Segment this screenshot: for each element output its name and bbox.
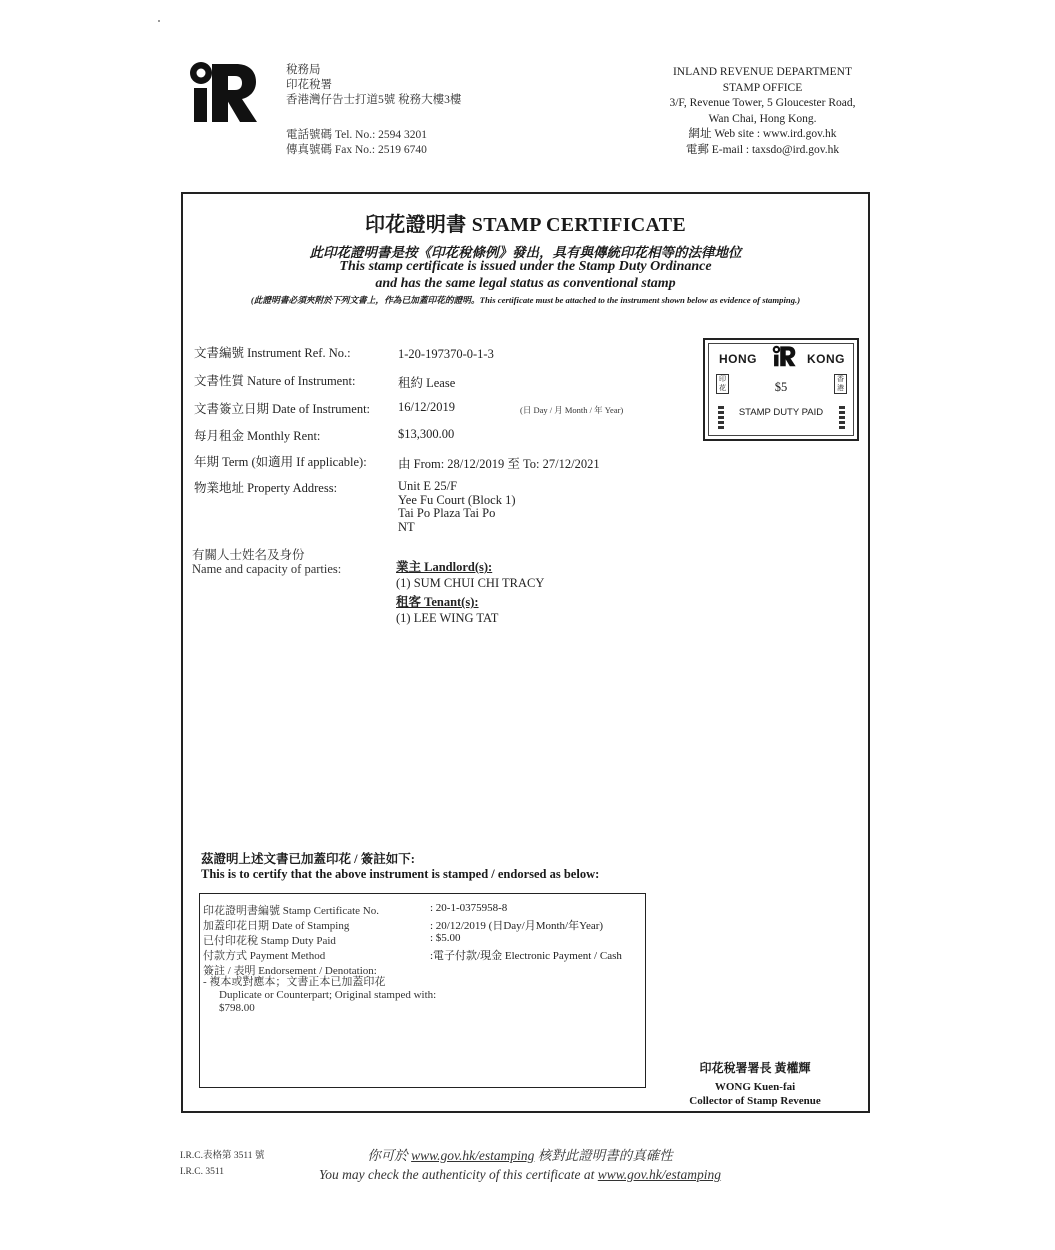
form-number (180, 1148, 264, 1180)
header-cn-line1: 稅務局 (286, 64, 321, 76)
landlord-1: (1) SUM CHUI CHI TRACY (396, 576, 545, 590)
ref-label: 文書編號 Instrument Ref. No.: (194, 346, 351, 360)
landlord-heading: 業主 Landlord(s): (396, 560, 493, 574)
attachment-notice: (此證明書必須夾附於下列文書上，作為已加蓋印花的證明。This certificate must be attached to the instrument shown below as evidence of stamping.) (250, 295, 801, 305)
collector-signature (670, 1061, 840, 1108)
payment-method-value: :電子付款/現金 Electronic Payment / Cash (430, 950, 622, 962)
payment-method-label: 付款方式 Payment Method (203, 950, 326, 962)
ird-logo (188, 60, 258, 124)
parties-label (192, 548, 341, 576)
tenant-heading: 租客 Tenant(s): (396, 595, 479, 609)
estamping-link-en[interactable]: www.gov.hk/estamping (597, 1167, 722, 1182)
property-address (398, 480, 515, 534)
certify-cn: 茲證明上述文書已加蓋印花 / 簽註如下: (201, 852, 415, 866)
authenticity-en-pre: You may check the authenticity of this certificate at (318, 1167, 598, 1182)
stamp-amount: $5 (774, 380, 788, 394)
stamp-chain-right-icon (839, 406, 845, 430)
header-cn-address (286, 63, 461, 108)
nature-label: 文書性質 Nature of Instrument: (194, 374, 356, 388)
subtitle-cn: 此印花證明書是按《印花稅條例》發出，具有與傳統印花相等的法律地位 (309, 245, 742, 260)
stamp-tag-right: 香港 (834, 374, 847, 394)
term-value: 由 From: 28/12/2019 至 To: 27/12/2021 (398, 457, 600, 471)
endorsement-text (203, 976, 436, 1015)
stamp-hong: HONG (719, 352, 757, 366)
stamp-inner-border (708, 343, 854, 436)
header-office: STAMP OFFICE (722, 81, 803, 94)
form-number-cn: I.R.C.表格第 3511 號 (180, 1151, 265, 1161)
form-number-en: I.R.C. 3511 (180, 1167, 224, 1177)
rent-label: 每月租金 Monthly Rent: (194, 429, 321, 443)
header-cn-line3: 香港灣仔告士打道5號 稅務大樓3樓 (286, 94, 462, 106)
parties-label-en: Name and capacity of parties: (192, 562, 342, 576)
header-fax: 傳真號碼 Fax No.: 2519 6740 (286, 144, 427, 156)
date-label: 文書簽立日期 Date of Instrument: (194, 402, 371, 416)
stamp-tag-left: 印花 (716, 374, 729, 394)
cert-no-label: 印花證明書編號 Stamp Certificate No. (203, 905, 379, 917)
stamp-paid-text: STAMP DUTY PAID (738, 407, 824, 418)
header-en-address (640, 65, 885, 158)
endorsement-amount: $798.00 (219, 1002, 255, 1014)
stamp-ird-logo-icon (772, 345, 796, 367)
address-line: NT (398, 519, 415, 534)
date-value: 16/12/2019 (398, 400, 455, 414)
stamping-date-value: : 20/12/2019 (日Day/月Month/年Year) (430, 920, 604, 932)
collector-name: WONG Kuen-fai (714, 1081, 796, 1093)
header-address1: 3/F, Revenue Tower, 5 Gloucester Road, (669, 97, 856, 109)
subtitle-en-2: and has the same legal status as conventional stamp (375, 276, 676, 291)
header-contact (286, 128, 427, 158)
ref-value: 1-20-197370-0-1-3 (398, 347, 494, 361)
stamping-date-label: 加蓋印花日期 Date of Stamping (203, 920, 350, 932)
certify-en: This is to certify that the above instrument is stamped / endorsed as below: (201, 867, 600, 881)
date-format-note: (日 Day / 月 Month / 年 Year) (520, 405, 624, 415)
tenant-1: (1) LEE WING TAT (396, 611, 499, 625)
parties-label-cn: 有關人士姓名及身份 (192, 548, 305, 562)
endorsement-label: 簽註 / 表明 Endorsement / Denotation: (203, 965, 377, 977)
header-cn-line2: 印花稅署 (286, 79, 332, 91)
duty-paid-label: 已付印花稅 Stamp Duty Paid (203, 935, 336, 947)
authenticity-cn-pre: 你可於 (367, 1148, 412, 1163)
header-tel: 電話號碼 Tel. No.: 2594 3201 (286, 129, 428, 141)
authenticity-cn (270, 1146, 770, 1165)
endorsement-cn: - 複本或對應本；文書正本已加蓋印花 (203, 976, 386, 988)
estamping-link-cn[interactable]: www.gov.hk/estamping (411, 1148, 535, 1163)
collector-title-en: Collector of Stamp Revenue (689, 1095, 821, 1107)
nature-value: 租約 Lease (398, 376, 456, 390)
cert-no-value: : 20-1-0375958-8 (430, 902, 508, 914)
certificate-title: 印花證明書 STAMP CERTIFICATE (364, 214, 687, 236)
header-dept: INLAND REVENUE DEPARTMENT (672, 66, 853, 78)
authenticity-note (270, 1146, 770, 1184)
term-label: 年期 Term (如適用 If applicable): (194, 455, 367, 469)
stamp-duty-stamp (703, 338, 859, 441)
endorsement-en: Duplicate or Counterpart; Original stamped with: (219, 989, 437, 1001)
duty-paid-value: : $5.00 (430, 932, 461, 944)
scan-speck (158, 20, 160, 22)
stamp-kong: KONG (807, 352, 845, 366)
address-line: Tai Po Plaza Tai Po (398, 506, 496, 520)
address-label: 物業地址 Property Address: (194, 481, 338, 495)
authenticity-cn-post: 核對此證明書的真確性 (534, 1148, 673, 1163)
header-email: 電郵 E-mail : taxsdo@ird.gov.hk (685, 143, 840, 156)
header-web: 網址 Web site : www.ird.gov.hk (688, 128, 837, 140)
rent-value: $13,300.00 (398, 427, 455, 441)
address-line: Unit E 25/F (398, 479, 458, 493)
address-line: Yee Fu Court (Block 1) (398, 492, 516, 507)
header-address2: Wan Chai, Hong Kong. (708, 112, 817, 125)
subtitle-en-1: This stamp certificate is issued under the Stamp Duty Ordinance (339, 259, 712, 274)
collector-title-cn: 印花稅署署長 黃權輝 (699, 1061, 811, 1075)
authenticity-en (270, 1165, 770, 1184)
stamp-chain-left-icon (718, 406, 724, 430)
